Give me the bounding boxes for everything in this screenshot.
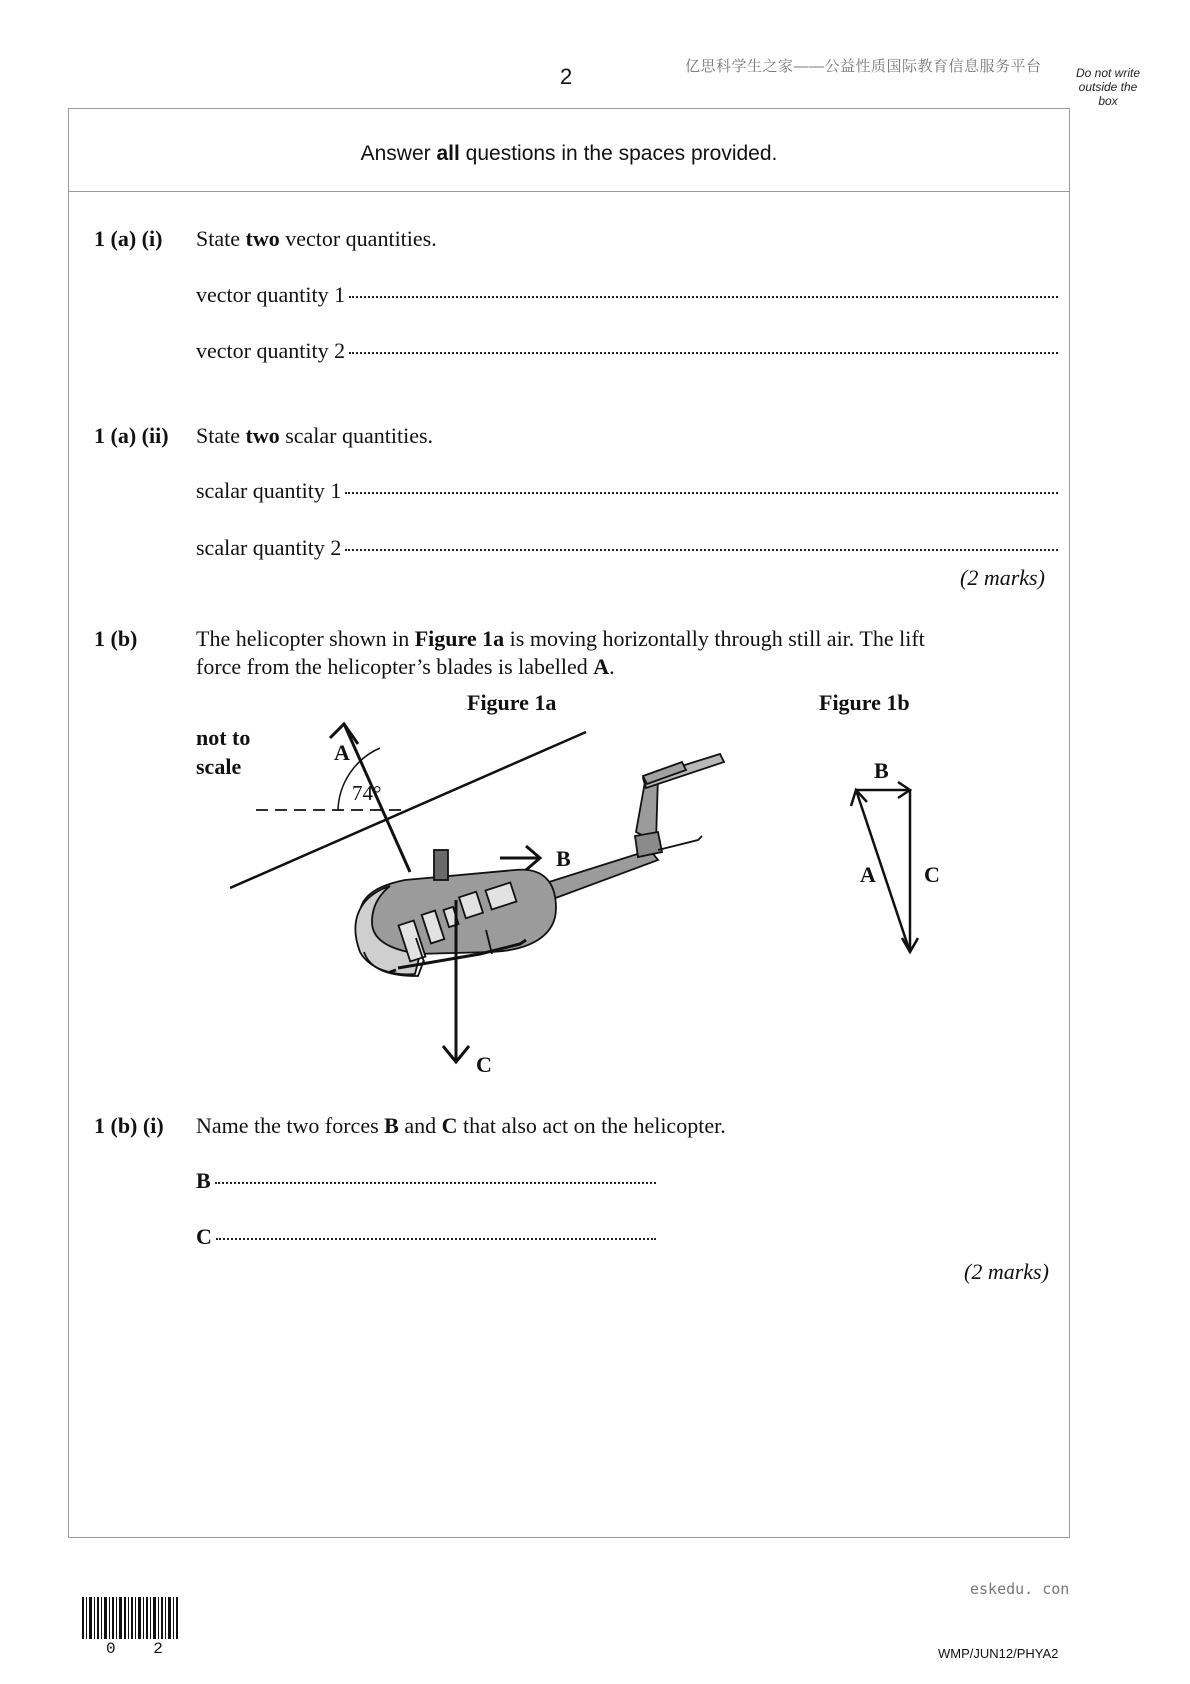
- q1b-line1-post: is moving horizontally through still air. The lift: [504, 626, 925, 651]
- question-text-1aii: [196, 422, 433, 450]
- answer-line-label: scalar quantity 2: [196, 535, 342, 560]
- vector-a-label: A: [860, 862, 876, 887]
- q1b-line2-pre: force from the helicopter’s blades is labelled: [196, 654, 594, 679]
- not-to-scale-line2: scale: [196, 754, 242, 779]
- answer-line-vector-1[interactable]: [196, 282, 1058, 308]
- answer-line-label: vector quantity 2: [196, 338, 346, 363]
- q1ai-text-post: vector quantities.: [279, 226, 437, 251]
- instruction-divider: [68, 191, 1070, 192]
- vector-b-label: B: [874, 758, 889, 783]
- q1ai-text-bold: two: [245, 226, 280, 251]
- dotted-line: [215, 1181, 656, 1184]
- site-watermark: eskedu. con: [970, 1580, 1070, 1598]
- q1bi-text-pre: Name the two forces: [196, 1113, 385, 1138]
- barcode-number: 0 2: [106, 1640, 177, 1658]
- question-text-1ai: [196, 225, 437, 253]
- question-number-1ai: 1 (a) (i): [94, 226, 163, 251]
- answer-line-vector-2[interactable]: [196, 338, 1058, 364]
- q1b-line1-bold: Figure 1a: [414, 626, 505, 651]
- barcode-icon: [82, 1597, 178, 1639]
- answer-line-label: C: [196, 1224, 212, 1249]
- dotted-line: [216, 1237, 656, 1240]
- angle-label: 74°: [352, 781, 382, 805]
- paper-reference: WMP/JUN12/PHYA2: [938, 1646, 1059, 1661]
- q1aii-text-pre: State: [196, 423, 246, 448]
- answer-line-scalar-1[interactable]: [196, 478, 1058, 504]
- watermark-text: 亿思科学生之家——公益性质国际教育信息服务平台: [685, 58, 1042, 75]
- figure-1b-title: Figure 1b: [819, 690, 910, 715]
- answer-line-force-b[interactable]: [196, 1168, 656, 1194]
- q1bi-text-post: that also act on the helicopter.: [457, 1113, 726, 1138]
- dotted-line: [349, 295, 1058, 298]
- not-to-scale-line1: not to: [196, 725, 251, 750]
- q1bi-text-b: B: [384, 1113, 399, 1138]
- dotted-line: [349, 351, 1058, 354]
- question-text-1b-line2: [196, 653, 615, 681]
- page-number: 2: [560, 64, 573, 89]
- instruction-pre: Answer: [360, 142, 437, 165]
- instruction-bold: all: [436, 142, 460, 165]
- vector-c-label: C: [924, 862, 940, 887]
- force-b-label: B: [556, 846, 571, 871]
- question-text-1b-line1: [196, 625, 925, 653]
- question-text-1bi: [196, 1112, 726, 1140]
- answer-line-label: B: [196, 1168, 211, 1193]
- instruction-post: questions in the spaces provided.: [459, 142, 778, 165]
- question-number-1aii: 1 (a) (ii): [94, 423, 169, 448]
- marks-1bi: (2 marks): [964, 1259, 1049, 1284]
- q1b-line2-post: .: [609, 654, 615, 679]
- marks-1a: (2 marks): [960, 565, 1045, 590]
- margin-note: Do not write outside the box: [1075, 66, 1141, 108]
- question-number-1bi: 1 (b) (i): [94, 1113, 164, 1138]
- q1b-line1-pre: The helicopter shown in: [196, 626, 415, 651]
- helicopter-icon: [355, 754, 724, 976]
- force-a-label: A: [334, 740, 350, 765]
- answer-line-label: vector quantity 1: [196, 282, 346, 307]
- figure-1a-title: Figure 1a: [467, 690, 557, 715]
- q1bi-text-c: C: [441, 1113, 458, 1138]
- q1aii-text-post: scalar quantities.: [279, 423, 434, 448]
- q1bi-text-mid: and: [398, 1113, 442, 1138]
- figure-1a-helicopter-diagram: [230, 700, 730, 1085]
- answer-line-scalar-2[interactable]: [196, 535, 1058, 561]
- answer-line-force-c[interactable]: [196, 1224, 656, 1250]
- instruction-text: [68, 142, 1070, 166]
- q1aii-text-bold: two: [245, 423, 280, 448]
- dotted-line: [345, 491, 1058, 494]
- q1ai-text-pre: State: [196, 226, 246, 251]
- dotted-line: [345, 548, 1058, 551]
- answer-line-label: scalar quantity 1: [196, 478, 342, 503]
- q1b-line2-bold: A: [593, 654, 610, 679]
- figure-1b-vector-triangle: [840, 756, 960, 956]
- question-number-1b: 1 (b): [94, 626, 138, 651]
- force-c-label: C: [476, 1052, 492, 1077]
